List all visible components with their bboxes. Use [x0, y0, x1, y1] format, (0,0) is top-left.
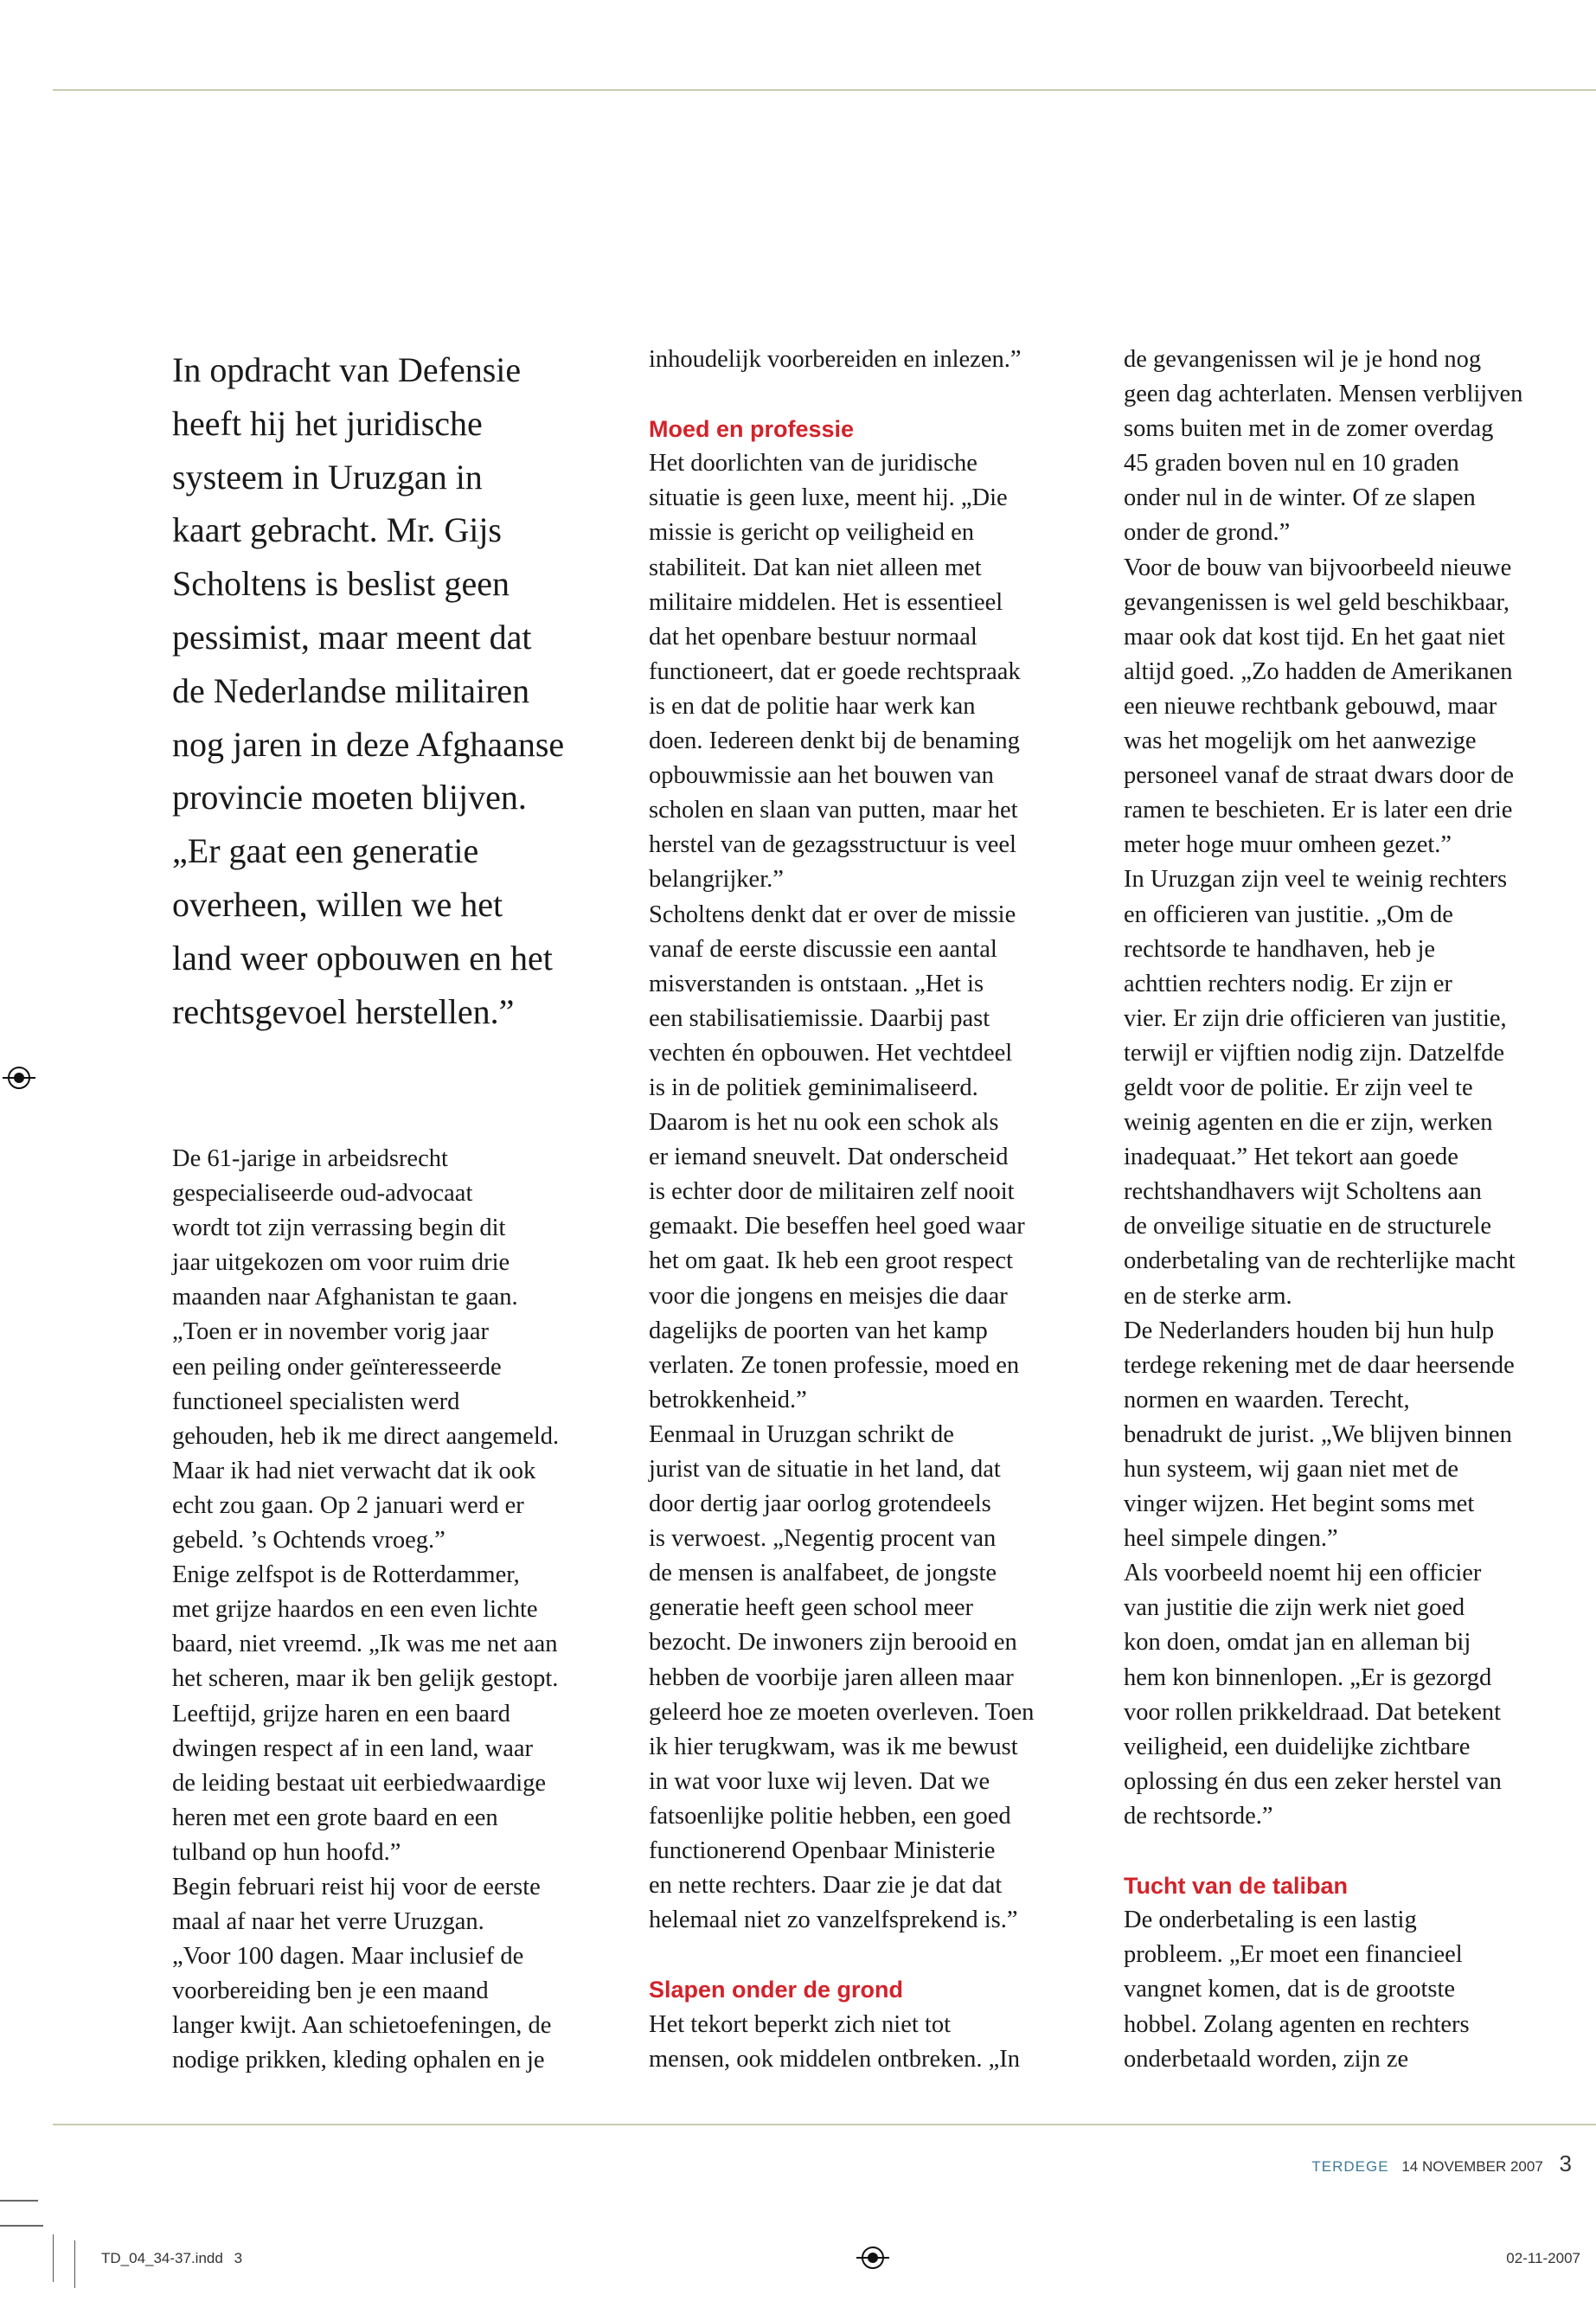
- text-line: met grijze haardos en een even lichte: [172, 1596, 538, 1624]
- text-line: gevangenissen is wel geld beschikbaar,: [1124, 588, 1510, 616]
- text-line: gehouden, heb ik me direct aangemeld.: [172, 1422, 560, 1450]
- text-line: in wat voor luxe wij leven. Dat we: [649, 1767, 990, 1795]
- intro-line: In opdracht van Defensie: [172, 350, 522, 389]
- text-line: militaire middelen. Het is essentieel: [649, 588, 1003, 616]
- text-line: dwingen respect af in een land, waar: [172, 1734, 534, 1762]
- magazine-name: TERDEGE: [1311, 2158, 1389, 2175]
- text-line: het scheren, maar ik ben gelijk gestopt.: [172, 1665, 559, 1693]
- text-line: achttien rechters nodig. Er zijn er: [1124, 970, 1452, 997]
- text-line: kon doen, omdat jan en alleman bij: [1124, 1629, 1471, 1657]
- text-line: ik hier terugkwam, was ik me bewust: [649, 1733, 1018, 1760]
- text-line: door dertig jaar oorlog grotendeels: [649, 1490, 991, 1518]
- text-line: is echter door de militairen zelf nooit: [649, 1178, 1015, 1206]
- text-line: Als voorbeeld noemt hij een officier: [1124, 1560, 1482, 1587]
- crop-mark: [53, 2234, 54, 2282]
- text-line: hem kon binnenlopen. „Er is gezorgd: [1124, 1663, 1492, 1691]
- text-line: scholen en slaan van putten, maar het: [649, 797, 1018, 824]
- text-line: Het doorlichten van de juridische: [649, 450, 977, 478]
- text-line: Leeftijd, grijze haren en een baard: [172, 1700, 510, 1727]
- text-line: vangnet komen, dat is de grootste: [1124, 1976, 1456, 2003]
- text-line: Het tekort beperkt zich niet tot: [649, 2010, 951, 2038]
- text-line: stabiliteit. Dat kan niet alleen met: [649, 554, 982, 581]
- text-line: een stabilisatiemissie. Daarbij past: [649, 1004, 990, 1032]
- text-line: hebben de voorbije jaren alleen maar: [649, 1663, 1014, 1691]
- intro-lead: [172, 343, 657, 1038]
- text-line: Daarom is het nu ook een schok als: [649, 1109, 999, 1137]
- intro-line: overheen, willen we het: [172, 884, 503, 924]
- intro-line: systeem in Uruzgan in: [172, 457, 483, 497]
- intro-line: nog jaren in deze Afghaanse: [172, 724, 565, 764]
- text-line: In Uruzgan zijn veel te weinig rechters: [1124, 866, 1508, 894]
- text-line: De Nederlanders houden bij hun hulp: [1124, 1317, 1495, 1344]
- text-line: maal af naar het verre Uruzgan.: [172, 1908, 484, 1936]
- blank-line: [649, 377, 1107, 412]
- text-line: normen en waarden. Terecht,: [1124, 1386, 1410, 1413]
- text-line: „Voor 100 dagen. Maar inclusief de: [172, 1943, 524, 1971]
- text-line: Scholtens denkt dat er over de missie: [649, 901, 1016, 928]
- text-line: Voor de bouw van bijvoorbeeld nieuwe: [1124, 554, 1512, 581]
- slug-date: 02-11-2007: [1506, 2250, 1580, 2266]
- text-line: vinger wijzen. Het begint soms met: [1124, 1490, 1475, 1518]
- crop-mark: [0, 2225, 43, 2227]
- text-line: wordt tot zijn verrassing begin dit: [172, 1215, 506, 1242]
- text-line: personeel vanaf de straat dwars door de: [1124, 762, 1515, 790]
- text-line: herstel van de gezagsstructuur is veel: [649, 831, 1016, 859]
- text-line: de rechtsorde.”: [1124, 1802, 1273, 1830]
- text-line: De onderbetaling is een lastig: [1124, 1907, 1417, 1934]
- text-line: generatie heeft geen school meer: [649, 1594, 974, 1622]
- text-line: heren met een grote baard en een: [172, 1804, 498, 1831]
- intro-line: „Er gaat een generatie: [172, 831, 479, 871]
- text-line: functioneert, dat er goede rechtspraak: [649, 657, 1021, 685]
- intro-line: pessimist, maar meent dat: [172, 617, 532, 657]
- text-line: voorbereiding ben je een maand: [172, 1977, 489, 2005]
- text-line: dat het openbare bestuur normaal: [649, 623, 977, 651]
- text-line: veiligheid, een duidelijke zichtbare: [1124, 1733, 1471, 1760]
- text-line: soms buiten met in de zomer overdag: [1124, 415, 1494, 443]
- text-line: geleerd hoe ze moeten overleven. Toen: [649, 1698, 1035, 1726]
- text-line: gespecialiseerde oud-advocaat: [172, 1180, 473, 1208]
- text-line: terwijl er vijftien nodig zijn. Datzelfde: [1124, 1039, 1505, 1067]
- text-line: De 61-jarige in arbeidsrecht: [172, 1145, 448, 1172]
- section-heading: Slapen onder de grond: [649, 1977, 904, 2003]
- bottom-rule: [53, 2124, 1596, 2125]
- text-line: inadequaat.” Het tekort aan goede: [1124, 1144, 1458, 1171]
- running-footer: [1311, 2150, 1572, 2177]
- slug-file: [101, 2250, 242, 2267]
- text-line: tulband op hun hoofd.”: [172, 1838, 401, 1866]
- text-line: missie is gericht op veiligheid en: [649, 519, 974, 547]
- text-line: een nieuwe rechtbank gebouwd, maar: [1124, 692, 1497, 720]
- text-line: vanaf de eerste discussie een aantal: [649, 935, 997, 963]
- text-line: benadrukt de jurist. „We blijven binnen: [1124, 1420, 1512, 1448]
- text-line: langer kwijt. Aan schietoefeningen, de: [172, 2012, 552, 2040]
- intro-line: kaart gebracht. Mr. Gijs: [172, 510, 502, 550]
- slug-page: 3: [234, 2250, 243, 2266]
- blank-line: [1124, 1834, 1582, 1868]
- text-line: altijd goed. „Zo hadden de Amerikanen: [1124, 657, 1513, 685]
- text-line: Eenmaal in Uruzgan schrikt de: [649, 1420, 954, 1448]
- text-line: geen dag achterlaten. Mensen verblijven: [1124, 381, 1523, 408]
- text-line: gebeld. ’s Ochtends vroeg.”: [172, 1527, 445, 1554]
- text-line: ramen te beschieten. Er is later een drie: [1124, 797, 1513, 824]
- text-line: vier. Er zijn drie officieren van justitie,: [1124, 1004, 1507, 1032]
- text-line: weinig agenten en die er zijn, werken: [1124, 1109, 1493, 1137]
- text-line: geldt voor de politie. Er zijn veel te: [1124, 1074, 1473, 1101]
- text-line: functioneel specialisten werd: [172, 1388, 460, 1415]
- text-line: onderbetaling van de rechterlijke macht: [1124, 1247, 1516, 1275]
- text-line: en nette rechters. Daar zie je dat dat: [649, 1872, 1003, 1900]
- crop-mark: [74, 2240, 75, 2288]
- text-line: is in de politiek geminimaliseerd.: [649, 1074, 978, 1101]
- text-line: en de sterke arm.: [1124, 1282, 1292, 1310]
- text-line: doen. Iedereen denkt bij de benaming: [649, 727, 1020, 755]
- text-line: dagelijks de poorten van het kamp: [649, 1317, 988, 1344]
- text-line: 45 graden boven nul en 10 graden: [1124, 450, 1459, 478]
- text-line: belangrijker.”: [649, 866, 784, 894]
- text-line: betrokkenheid.”: [649, 1386, 807, 1413]
- text-line: jaar uitgekozen om voor ruim drie: [172, 1249, 510, 1277]
- text-line: van justitie die zijn werk niet goed: [1124, 1594, 1465, 1622]
- section-heading: Moed en professie: [649, 416, 855, 443]
- text-line: verlaten. Ze tonen professie, moed en: [649, 1351, 1020, 1379]
- intro-line: heeft hij het juridische: [172, 403, 483, 443]
- section-heading: Tucht van de taliban: [1124, 1873, 1349, 1900]
- text-line: gemaakt. Die beseffen heel goed waar: [649, 1213, 1025, 1240]
- text-line: onder nul in de winter. Of ze slapen: [1124, 484, 1476, 512]
- top-rule: [53, 89, 1596, 91]
- article-column-1: [172, 1142, 631, 2079]
- intro-line: land weer opbouwen en het: [172, 938, 553, 977]
- article-column-2: [649, 343, 1107, 2077]
- text-line: „Toen er in november vorig jaar: [172, 1318, 489, 1346]
- page-number: 3: [1559, 2150, 1572, 2176]
- registration-mark-icon: [8, 1067, 30, 1089]
- article-column-3: [1124, 343, 1582, 2077]
- text-line: Maar ik had niet verwacht dat ik ook: [172, 1457, 536, 1484]
- text-line: de gevangenissen wil je je hond nog: [1124, 346, 1482, 373]
- text-line: opbouwmissie aan het bouwen van: [649, 762, 994, 790]
- text-line: heel simpele dingen.”: [1124, 1525, 1338, 1553]
- text-line: nodige prikken, kleding ophalen en je: [172, 2047, 545, 2074]
- text-line: probleem. „Er moet een financieel: [1124, 1941, 1463, 1969]
- text-line: de onveilige situatie en de structurele: [1124, 1213, 1491, 1240]
- text-line: situatie is geen luxe, meent hij. „Die: [649, 484, 1008, 512]
- text-line: onder de grond.”: [1124, 519, 1291, 547]
- text-line: functionerend Openbaar Ministerie: [649, 1837, 996, 1865]
- text-line: en officieren van justitie. „Om de: [1124, 901, 1453, 928]
- text-line: hobbel. Zolang agenten en rechters: [1124, 2010, 1470, 2038]
- text-line: misverstanden is ontstaan. „Het is: [649, 970, 984, 997]
- text-line: terdege rekening met de daar heersende: [1124, 1351, 1515, 1379]
- text-line: fatsoenlijke politie hebben, een goed: [649, 1802, 1011, 1830]
- crop-mark: [0, 2200, 38, 2202]
- text-line: het om gaat. Ik heb een groot respect: [649, 1247, 1014, 1275]
- text-line: er iemand sneuvelt. Dat onderscheid: [649, 1144, 1009, 1171]
- text-line: Enige zelfspot is de Rotterdammer,: [172, 1561, 520, 1589]
- intro-line: Scholtens is beslist geen: [172, 564, 510, 604]
- text-line: de leiding bestaat uit eerbiedwaardige: [172, 1769, 547, 1797]
- text-line: de mensen is analfabeet, de jongste: [649, 1560, 997, 1587]
- text-line: jurist van de situatie in het land, dat: [649, 1456, 1001, 1483]
- blank-line: [649, 1938, 1107, 1972]
- text-line: maanden naar Afghanistan te gaan.: [172, 1284, 518, 1311]
- text-line: Begin februari reist hij voor de eerste: [172, 1873, 541, 1900]
- slug-filename: TD_04_34-37.indd: [101, 2250, 223, 2266]
- text-line: rechtsorde te handhaven, heb je: [1124, 935, 1436, 963]
- text-line: is en dat de politie haar werk kan: [649, 692, 976, 720]
- text-line: is verwoest. „Negentig procent van: [649, 1525, 997, 1553]
- text-line: inhoudelijk voorbereiden en inlezen.”: [649, 346, 1022, 373]
- text-line: voor die jongens en meisjes die daar: [649, 1282, 1008, 1310]
- text-line: hun systeem, wij gaan niet met de: [1124, 1456, 1459, 1483]
- intro-line: de Nederlandse militairen: [172, 670, 530, 710]
- text-line: maar ook dat kost tijd. En het gaat niet: [1124, 623, 1505, 651]
- text-line: baard, niet vreemd. „Ik was me net aan: [172, 1631, 558, 1658]
- text-line: vechten én opbouwen. Het vechtdeel: [649, 1039, 1013, 1067]
- text-line: een peiling onder geïnteresseerde: [172, 1353, 502, 1381]
- text-line: echt zou gaan. Op 2 januari werd er: [172, 1491, 524, 1519]
- issue-date: 14 NOVEMBER 2007: [1401, 2158, 1543, 2175]
- text-line: voor rollen prikkeldraad. Dat betekent: [1124, 1698, 1502, 1726]
- intro-line: provincie moeten blijven.: [172, 778, 527, 817]
- text-line: meter hoge muur omheen gezet.”: [1124, 831, 1452, 859]
- text-line: was het mogelijk om het aanwezige: [1124, 727, 1477, 755]
- text-line: oplossing én dus een zeker herstel van: [1124, 1767, 1502, 1795]
- intro-line: rechtsgevoel herstellen.”: [172, 991, 515, 1031]
- registration-mark-icon: [862, 2247, 884, 2269]
- text-line: helemaal niet zo vanzelfsprekend is.”: [649, 1907, 1018, 1934]
- text-line: bezocht. De inwoners zijn berooid en: [649, 1629, 1017, 1657]
- text-line: mensen, ook middelen ontbreken. „In: [649, 2045, 1020, 2073]
- text-line: onderbetaald worden, zijn ze: [1124, 2045, 1409, 2073]
- text-line: rechtshandhavers wijt Scholtens aan: [1124, 1178, 1482, 1206]
